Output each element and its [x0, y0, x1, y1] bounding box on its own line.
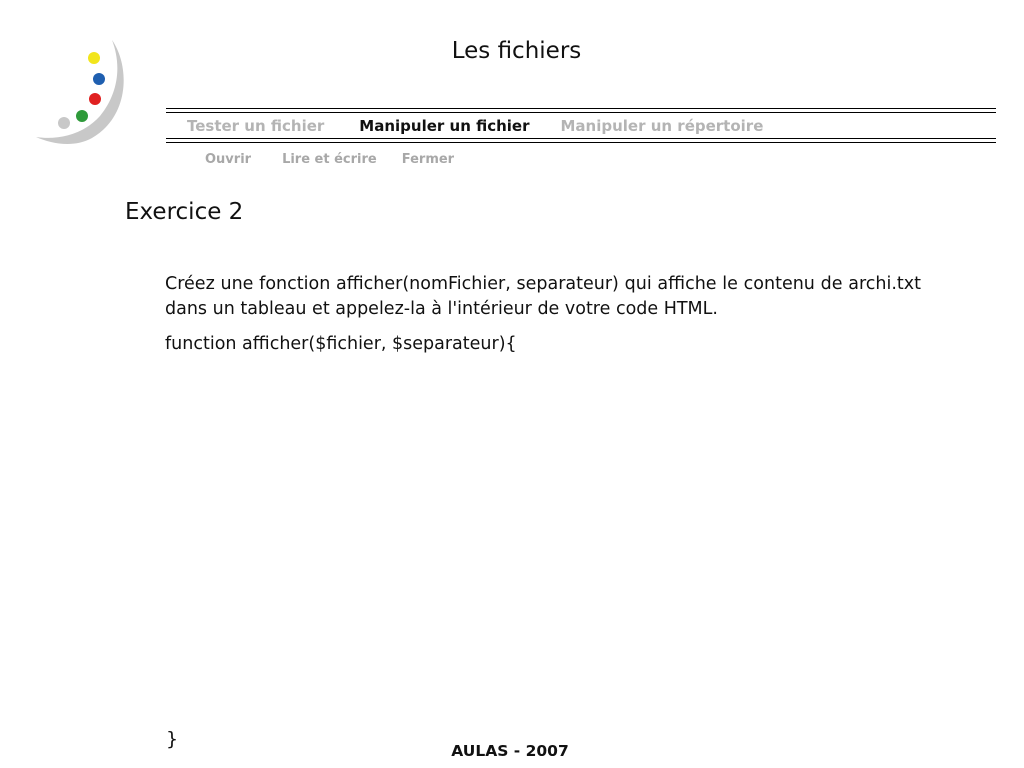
- nav-rule-top-2: [166, 112, 996, 113]
- code-function-signature: function afficher($fichier, $separateur){: [165, 334, 517, 354]
- subtab-lire-et-ecrire[interactable]: Lire et écrire: [282, 152, 377, 167]
- logo-dot-gray: [58, 117, 70, 129]
- subtab-fermer[interactable]: Fermer: [401, 152, 455, 167]
- logo-dot-green: [76, 110, 88, 122]
- logo-dot-red: [89, 93, 101, 105]
- subtab-ouvrir[interactable]: Ouvrir: [205, 152, 252, 167]
- nav-rule-top-1: [166, 108, 996, 109]
- nav-rule-bottom-2: [166, 142, 996, 143]
- nav-bar: [166, 108, 996, 144]
- code-closing-brace: }: [166, 728, 179, 750]
- footer-credit: AULAS - 2007: [451, 742, 569, 760]
- section-title: Exercice 2: [125, 199, 244, 225]
- logo-dot-blue: [93, 73, 105, 85]
- tab-tester-un-fichier[interactable]: Tester un fichier: [187, 117, 325, 135]
- sub-nav: [205, 152, 454, 167]
- nav-tabs: [187, 117, 763, 135]
- nav-rule-bottom-1: [166, 138, 996, 139]
- tab-manipuler-un-repertoire[interactable]: Manipuler un répertoire: [560, 117, 764, 135]
- exercise-instruction: Créez une fonction afficher(nomFichier, separateur) qui affiche le contenu de archi.txt dans un tableau et appelez-la à l'intérieur de votre code HTML.: [165, 274, 921, 319]
- tab-manipuler-un-fichier[interactable]: Manipuler un fichier: [359, 117, 530, 135]
- page-title: Les fichiers: [451, 38, 582, 64]
